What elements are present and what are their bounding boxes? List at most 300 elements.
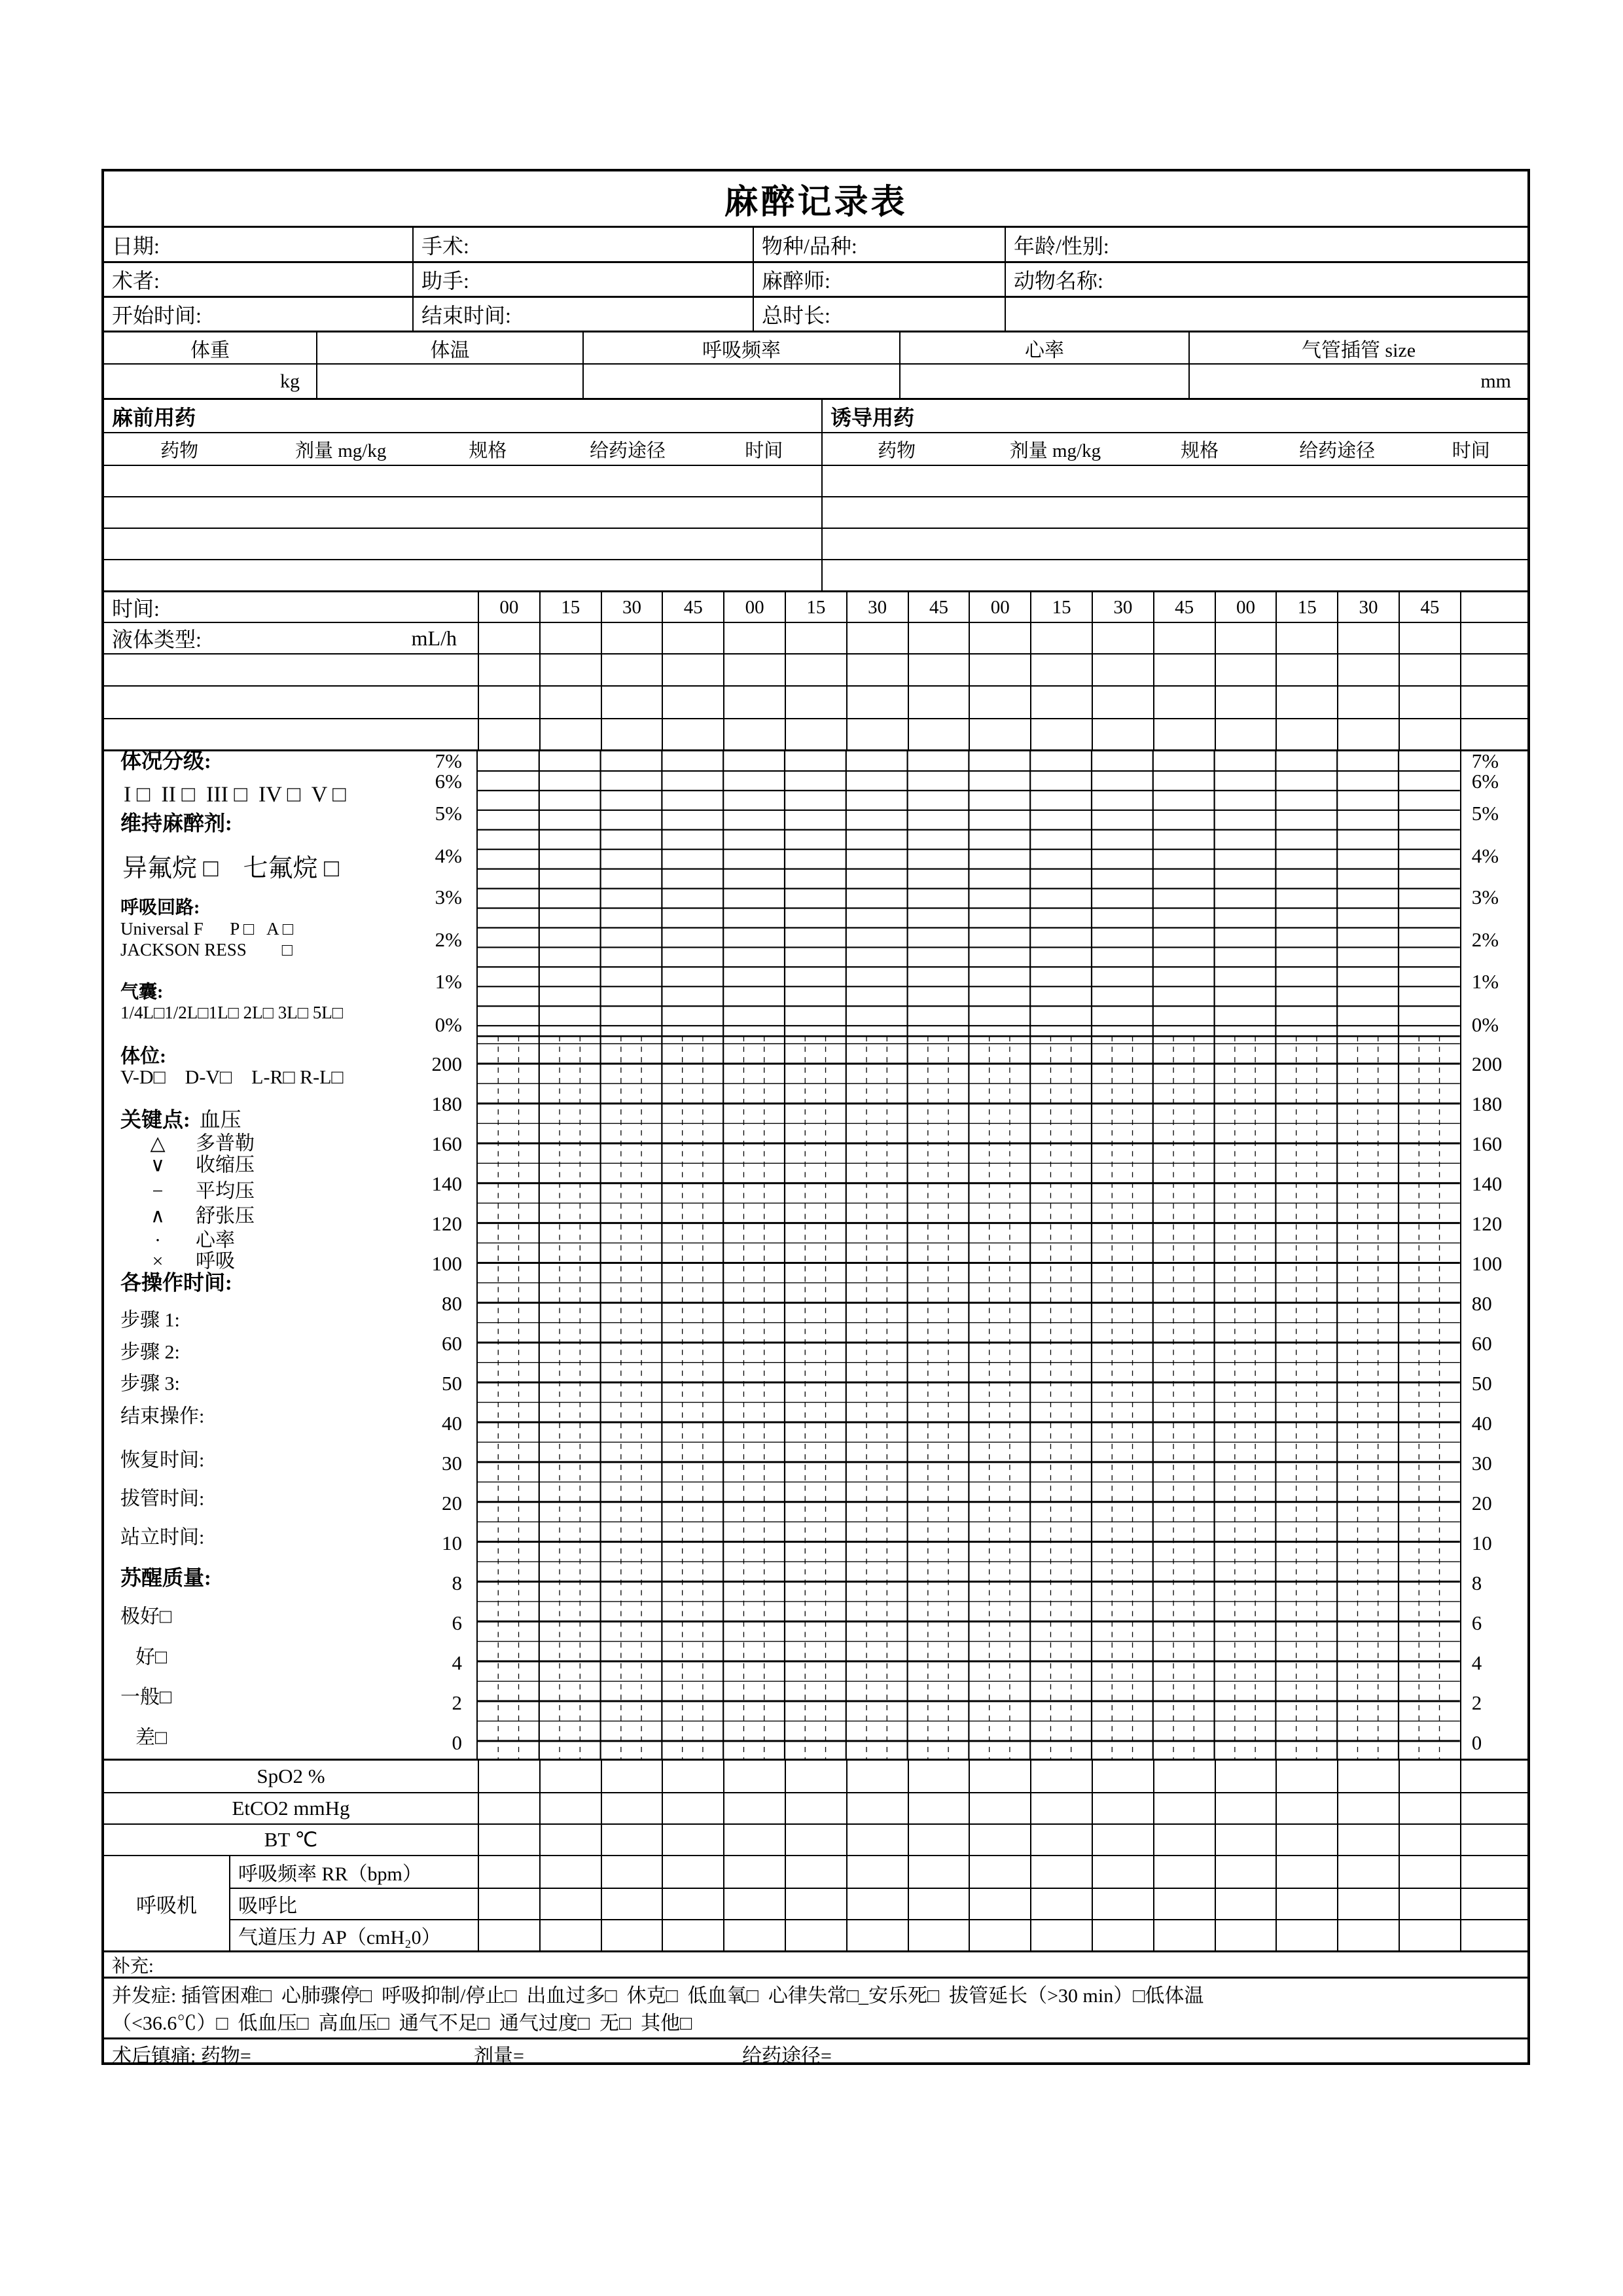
axis-value-label: 200 bbox=[1471, 1052, 1503, 1075]
fluid-cell bbox=[1092, 623, 1153, 653]
info-label: 术者: bbox=[112, 269, 160, 293]
fluid-empty-row bbox=[104, 653, 1527, 685]
monitor-cell bbox=[1275, 1792, 1337, 1823]
ventilator-cell bbox=[1337, 1888, 1399, 1919]
info-row bbox=[104, 261, 1527, 296]
monitor-cell bbox=[539, 1761, 601, 1792]
drug-column-header: 给药途径 bbox=[1299, 440, 1376, 461]
sidebar-item: JACKSON RESS □ bbox=[120, 940, 293, 960]
monitor-cell bbox=[662, 1823, 723, 1855]
ventilator-cell bbox=[601, 1919, 662, 1950]
ventilator-cell bbox=[1030, 1888, 1092, 1919]
ventilator-cell bbox=[969, 1919, 1030, 1950]
fluid-cell bbox=[539, 655, 601, 685]
fluid-cell bbox=[723, 623, 785, 653]
ventilator-cell bbox=[1030, 1919, 1092, 1950]
postop-row bbox=[104, 2037, 1527, 2068]
fluid-label-cell bbox=[104, 719, 478, 749]
axis-value-label: 80 bbox=[442, 1292, 462, 1315]
ventilator-cell bbox=[908, 1856, 969, 1888]
info-cell bbox=[1005, 263, 1527, 296]
sidebar-item: 一般□ bbox=[120, 1686, 172, 1708]
axis-value-label: 180 bbox=[1471, 1092, 1503, 1115]
ventilator-cell bbox=[478, 1919, 539, 1950]
supplement-label: 补充: bbox=[112, 1956, 154, 1977]
monitor-cell bbox=[1153, 1823, 1215, 1855]
axis-value-label: 8 bbox=[452, 1571, 462, 1594]
monitor-label-cell: BT ℃ bbox=[104, 1823, 478, 1855]
weight-unit-cell bbox=[104, 365, 316, 398]
monitor-cell bbox=[539, 1792, 601, 1823]
monitor-cell bbox=[478, 1823, 539, 1855]
premed-columns bbox=[104, 433, 821, 465]
ventilator-label-cell: 呼吸机 bbox=[136, 1893, 197, 1917]
ventilator-cell bbox=[723, 1856, 785, 1888]
fluid-cell bbox=[1215, 687, 1276, 718]
fluid-cell bbox=[478, 687, 539, 718]
axis-value-label: 0 bbox=[1471, 1731, 1482, 1754]
ventilator-cell bbox=[1153, 1856, 1215, 1888]
axis-value-label: 200 bbox=[431, 1052, 462, 1075]
drug-column-header: 时间 bbox=[745, 440, 783, 461]
postop-dose: 剂量= bbox=[474, 2045, 524, 2067]
ventilator-cell bbox=[1092, 1888, 1153, 1919]
axis-value-label: 120 bbox=[1471, 1212, 1503, 1235]
fluid-type-label: 液体类型: bbox=[112, 628, 202, 651]
fluid-cell bbox=[1092, 687, 1153, 718]
postop-route: 给药途径= bbox=[742, 2045, 832, 2067]
fluid-cell bbox=[908, 623, 969, 653]
fluid-cell bbox=[908, 655, 969, 685]
monitor-cell bbox=[1275, 1761, 1337, 1792]
info-row bbox=[104, 226, 1527, 261]
axis-value-label: 160 bbox=[431, 1132, 462, 1155]
monitor-cell bbox=[785, 1761, 846, 1792]
ventilator-cell bbox=[539, 1856, 601, 1888]
fluid-cell bbox=[969, 655, 1030, 685]
monitor-cell bbox=[1153, 1792, 1215, 1823]
monitor-cell bbox=[1399, 1792, 1460, 1823]
induction-title: 诱导用药 bbox=[830, 405, 915, 429]
fluid-cell bbox=[662, 623, 723, 653]
monitor-cell bbox=[1460, 1823, 1527, 1855]
ventilator-cell bbox=[1275, 1888, 1337, 1919]
monitor-cell bbox=[969, 1823, 1030, 1855]
time-cell: 15 bbox=[1275, 592, 1337, 622]
sidebar-item: 1/4L□1/2L□1L□ 2L□ 3L□ 5L□ bbox=[120, 1003, 344, 1023]
time-cell: 45 bbox=[908, 592, 969, 622]
induction-columns bbox=[821, 433, 1527, 465]
fluid-cell bbox=[601, 623, 662, 653]
sidebar-item: 极好□ bbox=[120, 1605, 172, 1628]
axis-value-label: 0 bbox=[452, 1731, 462, 1754]
fluid-cell bbox=[478, 623, 539, 653]
vitals-value-cell bbox=[899, 365, 1188, 398]
info-cell bbox=[753, 298, 1005, 331]
sidebar-item: 步骤 1: bbox=[120, 1309, 180, 1331]
ventilator-cell bbox=[601, 1856, 662, 1888]
fluid-cell bbox=[969, 623, 1030, 653]
axis-value-label: 10 bbox=[442, 1532, 462, 1554]
info-label: 结束时间: bbox=[421, 304, 511, 327]
axis-percent-label: 3% bbox=[435, 886, 462, 908]
complications-cell bbox=[104, 1977, 1527, 2037]
info-cell bbox=[753, 263, 1005, 296]
sidebar-item: V-D□ D-V□ L-R□ R-L□ bbox=[120, 1066, 344, 1088]
fluid-cell bbox=[601, 655, 662, 685]
vitals-header-row bbox=[104, 331, 1527, 363]
fluid-cell bbox=[539, 719, 601, 749]
ventilator-cell bbox=[969, 1856, 1030, 1888]
info-cell bbox=[104, 298, 412, 331]
fluid-cell bbox=[1153, 719, 1215, 749]
axis-percent-label: 6% bbox=[1471, 770, 1499, 793]
fluid-cell bbox=[723, 719, 785, 749]
complications-line1: 并发症: 插管困难□ 心肺骤停□ 呼吸抑制/停止□ 出血过多□ 休克□ 低血氧□ 心律失常□_安乐死□ 拔管延长（>30 min）□低体温 bbox=[112, 1985, 1204, 2007]
ventilator-cell bbox=[539, 1919, 601, 1950]
ventilator-cell bbox=[785, 1888, 846, 1919]
fluid-cell bbox=[1399, 623, 1460, 653]
fluid-cell bbox=[478, 655, 539, 685]
fluid-cell bbox=[846, 655, 908, 685]
axis-percent-label: 1% bbox=[435, 970, 462, 993]
axis-value-label: 180 bbox=[431, 1092, 462, 1115]
axis-value-label: 140 bbox=[431, 1172, 462, 1195]
axis-value-label: 30 bbox=[442, 1452, 462, 1475]
sidebar-item: 异氟烷 □ 七氟烷 □ bbox=[122, 855, 339, 883]
info-label: 总时长: bbox=[762, 304, 830, 327]
keypoint-label: 关键点: bbox=[120, 1107, 190, 1132]
monitor-cell bbox=[1275, 1823, 1337, 1855]
axis-value-label: 100 bbox=[431, 1252, 462, 1275]
info-label: 动物名称: bbox=[1014, 269, 1103, 293]
monitor-cell bbox=[1030, 1761, 1092, 1792]
legend-label: 舒张压 bbox=[196, 1205, 255, 1227]
fluid-cell bbox=[846, 719, 908, 749]
fluid-cell bbox=[723, 687, 785, 718]
ventilator-cell bbox=[1399, 1919, 1460, 1950]
fluid-cell bbox=[1399, 687, 1460, 718]
fluid-cell bbox=[1275, 719, 1337, 749]
axis-value-label: 2 bbox=[1471, 1691, 1482, 1714]
fluid-label-cell bbox=[104, 687, 478, 718]
keypoint-value: 血压 bbox=[199, 1107, 241, 1132]
chart-right-axis bbox=[1460, 751, 1527, 1759]
ventilator-cell bbox=[969, 1888, 1030, 1919]
monitor-cell bbox=[1092, 1761, 1153, 1792]
induction-entry-cell bbox=[821, 497, 1527, 528]
premed-title-cell bbox=[104, 400, 821, 432]
vitals-header-cell: 体温 bbox=[316, 332, 582, 363]
info-cell bbox=[1005, 298, 1527, 331]
axis-value-label: 10 bbox=[1471, 1532, 1492, 1554]
fluid-cell bbox=[662, 655, 723, 685]
monitor-cell bbox=[1460, 1761, 1527, 1792]
time-cell: 00 bbox=[478, 592, 539, 622]
anesthesia-record-form bbox=[101, 169, 1530, 2065]
fluid-cell bbox=[1337, 623, 1399, 653]
drug-column-header: 药物 bbox=[160, 440, 199, 461]
fluid-cell bbox=[539, 687, 601, 718]
keypoint-line bbox=[120, 1108, 241, 1131]
legend-label: 呼吸 bbox=[196, 1250, 235, 1272]
axis-value-label: 2 bbox=[452, 1691, 462, 1714]
fluid-cell bbox=[539, 623, 601, 653]
fluid-cell bbox=[1399, 719, 1460, 749]
axis-percent-label: 3% bbox=[1471, 886, 1499, 908]
ventilator-cell bbox=[1337, 1919, 1399, 1950]
fluid-cell bbox=[1460, 687, 1527, 718]
fluid-cell bbox=[1215, 655, 1276, 685]
drug-column-header: 给药途径 bbox=[590, 440, 666, 461]
monitor-cell bbox=[969, 1761, 1030, 1792]
fluid-cell bbox=[1337, 687, 1399, 718]
monitor-cell bbox=[539, 1823, 601, 1855]
time-cell: 00 bbox=[723, 592, 785, 622]
axis-percent-label: 2% bbox=[435, 928, 462, 951]
ventilator-cell bbox=[478, 1856, 539, 1888]
drug-column-header: 药物 bbox=[878, 440, 916, 461]
time-cell: 00 bbox=[1215, 592, 1276, 622]
monitor-cell bbox=[1399, 1761, 1460, 1792]
tube-unit-cell bbox=[1188, 365, 1527, 398]
ventilator-cell bbox=[1153, 1919, 1215, 1950]
monitor-cell bbox=[908, 1761, 969, 1792]
sidebar-item: 体位: bbox=[120, 1045, 166, 1067]
monitor-cell bbox=[662, 1792, 723, 1823]
axis-value-label: 50 bbox=[1471, 1372, 1492, 1395]
ventilator-cell bbox=[478, 1888, 539, 1919]
info-cell bbox=[104, 228, 412, 261]
fluid-cell bbox=[1337, 655, 1399, 685]
monitor-cell bbox=[478, 1792, 539, 1823]
axis-percent-label: 7% bbox=[435, 749, 462, 772]
axis-value-label: 160 bbox=[1471, 1132, 1503, 1155]
time-label: 时间: bbox=[112, 597, 160, 620]
ventilator-cell bbox=[1153, 1888, 1215, 1919]
fluid-cell bbox=[1275, 623, 1337, 653]
fluid-cell bbox=[662, 719, 723, 749]
form-title: 麻醉记录表 bbox=[724, 184, 908, 221]
drug-entry-row bbox=[104, 465, 1527, 496]
time-cell: 45 bbox=[1399, 592, 1460, 622]
ventilator-cell bbox=[662, 1919, 723, 1950]
ventilator-cell bbox=[1460, 1919, 1527, 1950]
axis-percent-label: 5% bbox=[1471, 802, 1499, 825]
axis-value-label: 80 bbox=[1471, 1292, 1492, 1315]
legend-label: 平均压 bbox=[196, 1180, 255, 1202]
ventilator-cell bbox=[1460, 1856, 1527, 1888]
monitor-cell bbox=[785, 1792, 846, 1823]
fluid-label-cell bbox=[104, 623, 478, 653]
fluid-cell bbox=[908, 687, 969, 718]
time-row bbox=[104, 590, 1527, 622]
info-cell bbox=[753, 228, 1005, 261]
fluid-cell bbox=[1460, 623, 1527, 653]
fluid-cell bbox=[785, 719, 846, 749]
monitor-cell bbox=[662, 1761, 723, 1792]
sidebar-item: 步骤 2: bbox=[120, 1341, 180, 1363]
legend-label: 收缩压 bbox=[196, 1154, 255, 1176]
fluid-cell bbox=[1153, 655, 1215, 685]
axis-percent-label: 0% bbox=[435, 1013, 462, 1036]
ventilator-cell bbox=[1275, 1919, 1337, 1950]
fluid-cell bbox=[1092, 719, 1153, 749]
sidebar-item: 苏醒质量: bbox=[120, 1566, 211, 1590]
sidebar-item: 好□ bbox=[135, 1646, 168, 1668]
monitor-label-cell: SpO2 % bbox=[257, 1765, 325, 1787]
drug-entry-row bbox=[104, 496, 1527, 528]
fluid-cell bbox=[1337, 719, 1399, 749]
sidebar-item: Universal F P □ A □ bbox=[120, 919, 294, 939]
info-cell bbox=[412, 298, 753, 331]
induction-entry-cell bbox=[821, 529, 1527, 559]
axis-value-label: 40 bbox=[442, 1412, 462, 1435]
sidebar-item: 拔管时间: bbox=[120, 1488, 205, 1510]
postop-prefix: 术后镇痛: 药物= bbox=[112, 2045, 251, 2067]
monitor-cell bbox=[723, 1792, 785, 1823]
ventilator-cell bbox=[846, 1856, 908, 1888]
ventilator-cell bbox=[662, 1856, 723, 1888]
fluid-cell bbox=[969, 719, 1030, 749]
info-label: 年龄/性别: bbox=[1014, 234, 1109, 258]
axis-value-label: 4 bbox=[1471, 1651, 1482, 1674]
tube-unit-label: mm bbox=[1480, 370, 1511, 392]
time-cell: 45 bbox=[662, 592, 723, 622]
induction-entry-cell bbox=[821, 560, 1527, 590]
monitor-cell bbox=[1399, 1823, 1460, 1855]
supplement-row bbox=[104, 1950, 1527, 1977]
axis-percent-label: 2% bbox=[1471, 928, 1499, 951]
fluid-cell bbox=[1275, 655, 1337, 685]
info-cell bbox=[412, 263, 753, 296]
vitals-header-cell: 心率 bbox=[899, 332, 1188, 363]
info-row bbox=[104, 296, 1527, 331]
axis-value-label: 8 bbox=[1471, 1571, 1482, 1594]
info-cell bbox=[1005, 228, 1527, 261]
sidebar-item: 结束操作: bbox=[120, 1405, 205, 1427]
ventilator-cell bbox=[1215, 1888, 1276, 1919]
axis-value-label: 20 bbox=[442, 1492, 462, 1515]
sidebar-item: 各操作时间: bbox=[120, 1270, 232, 1295]
ventilator-cell bbox=[908, 1919, 969, 1950]
sidebar-item: 呼吸回路: bbox=[120, 897, 200, 918]
fluid-cell bbox=[846, 623, 908, 653]
ventilator-cell bbox=[723, 1919, 785, 1950]
chart-sidebar bbox=[104, 751, 478, 1759]
axis-value-label: 140 bbox=[1471, 1172, 1503, 1195]
legend-symbol-icon: · bbox=[154, 1229, 161, 1251]
axis-percent-label: 4% bbox=[435, 844, 462, 867]
legend-symbol-icon: ∧ bbox=[151, 1205, 165, 1227]
ventilator-cell bbox=[1399, 1888, 1460, 1919]
monitor-cell bbox=[1215, 1761, 1276, 1792]
axis-percent-label: 6% bbox=[435, 770, 462, 793]
info-cell bbox=[104, 263, 412, 296]
axis-value-label: 40 bbox=[1471, 1412, 1492, 1435]
chart-grid bbox=[478, 751, 1460, 1759]
monitor-cell bbox=[1215, 1823, 1276, 1855]
monitor-grid bbox=[104, 1759, 1527, 1855]
drug-columns-row bbox=[104, 432, 1527, 465]
time-cell: 15 bbox=[1030, 592, 1092, 622]
monitor-cell bbox=[1030, 1823, 1092, 1855]
drug-entry-row bbox=[104, 528, 1527, 559]
fluid-cell bbox=[723, 655, 785, 685]
time-cell: 15 bbox=[785, 592, 846, 622]
vitals-header-cell: 呼吸频率 bbox=[582, 332, 899, 363]
info-label: 手术: bbox=[421, 234, 469, 258]
monitor-cell bbox=[1092, 1823, 1153, 1855]
monitor-cell bbox=[846, 1761, 908, 1792]
fluid-row bbox=[104, 622, 1527, 653]
drug-column-header: 剂量 mg/kg bbox=[294, 440, 387, 461]
fluid-cell bbox=[846, 687, 908, 718]
ventilator-cell bbox=[785, 1856, 846, 1888]
drug-column-header: 规格 bbox=[1181, 440, 1219, 461]
monitor-cell bbox=[1337, 1792, 1399, 1823]
fluid-unit-label: mL/h bbox=[411, 626, 457, 650]
axis-value-label: 50 bbox=[442, 1372, 462, 1395]
monitor-cell bbox=[785, 1823, 846, 1855]
ventilator-cell bbox=[846, 1888, 908, 1919]
sidebar-item: 恢复时间: bbox=[120, 1449, 205, 1471]
premed-title: 麻前用药 bbox=[112, 405, 196, 429]
axis-percent-label: 1% bbox=[1471, 970, 1499, 993]
ventilator-row-label: 呼吸频率 RR（bpm） bbox=[229, 1856, 478, 1888]
induction-title-cell bbox=[821, 400, 1527, 432]
fluid-cell bbox=[1092, 655, 1153, 685]
monitor-label-cell: EtCO2 mmHg bbox=[104, 1792, 478, 1823]
info-label: 助手: bbox=[421, 269, 469, 293]
fluid-cell bbox=[1215, 623, 1276, 653]
premed-entry-cell bbox=[104, 529, 821, 559]
fluid-cell bbox=[785, 655, 846, 685]
fluid-cell bbox=[1153, 687, 1215, 718]
premed-entry-cell bbox=[104, 497, 821, 528]
monitor-cell bbox=[1337, 1823, 1399, 1855]
ventilator-cell bbox=[662, 1888, 723, 1919]
legend-symbol-icon: × bbox=[152, 1250, 164, 1272]
legend-label: 多普勒 bbox=[196, 1132, 255, 1155]
ventilator-cell bbox=[1092, 1856, 1153, 1888]
time-cell: 30 bbox=[1092, 592, 1153, 622]
monitor-cell bbox=[1215, 1792, 1276, 1823]
fluid-cell bbox=[1030, 623, 1092, 653]
ventilator-cell bbox=[1092, 1919, 1153, 1950]
axis-value-label: 20 bbox=[1471, 1492, 1492, 1515]
axis-percent-label: 4% bbox=[1471, 844, 1499, 867]
drug-column-header: 时间 bbox=[1452, 440, 1490, 461]
fluid-cell bbox=[1153, 623, 1215, 653]
ventilator-cell bbox=[1399, 1856, 1460, 1888]
sidebar-item: I □ II □ III □ IV □ V □ bbox=[124, 782, 346, 807]
time-cell: 30 bbox=[601, 592, 662, 622]
weight-unit-label: kg bbox=[280, 370, 300, 392]
drug-titles-row bbox=[104, 398, 1527, 432]
monitor-cell bbox=[601, 1792, 662, 1823]
time-cell: 30 bbox=[1337, 592, 1399, 622]
axis-value-label: 120 bbox=[431, 1212, 462, 1235]
drug-entry-row bbox=[104, 559, 1527, 590]
drug-column-header: 规格 bbox=[469, 440, 507, 461]
monitor-cell bbox=[908, 1823, 969, 1855]
ventilator-cell bbox=[723, 1888, 785, 1919]
fluid-label-cell bbox=[104, 655, 478, 685]
legend-symbol-icon: △ bbox=[150, 1132, 166, 1155]
time-cell: 15 bbox=[539, 592, 601, 622]
fluid-cell bbox=[785, 623, 846, 653]
